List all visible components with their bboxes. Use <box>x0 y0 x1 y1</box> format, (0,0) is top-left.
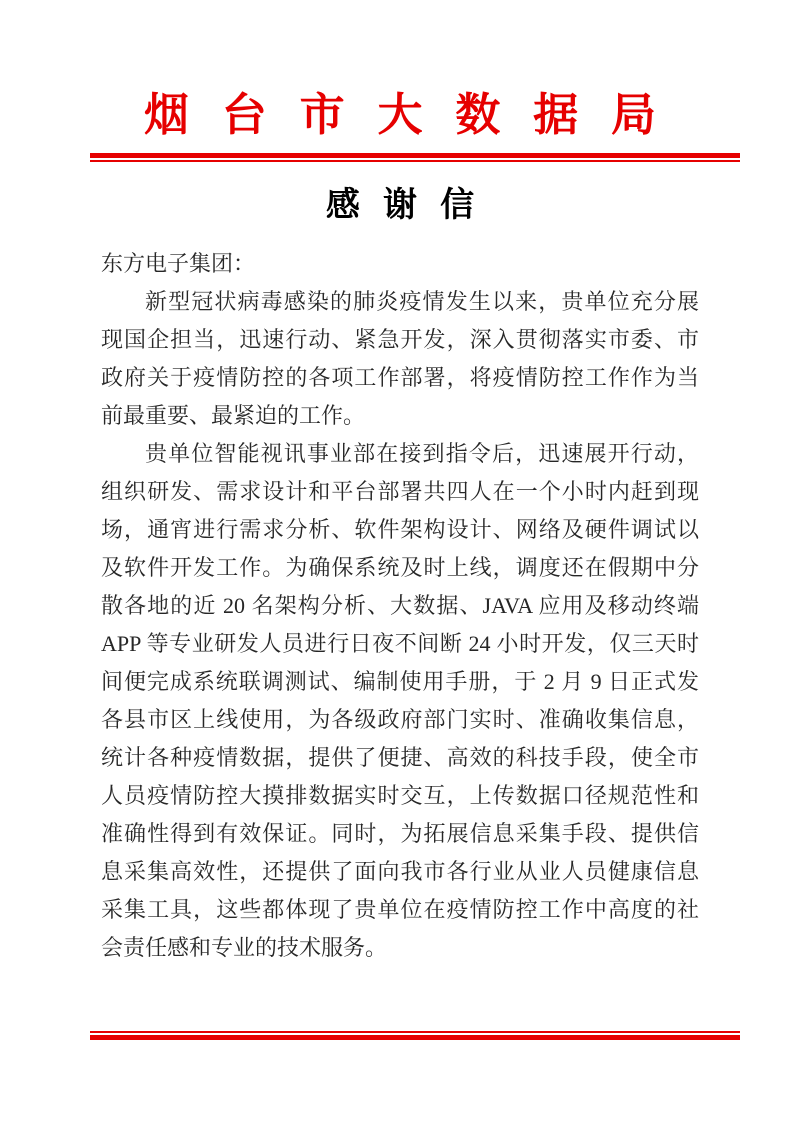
body-line: 组织研发、需求设计和平台部署共四人在一个小时内赶到现 <box>101 479 699 504</box>
letter-body <box>101 245 699 967</box>
salutation: 东方电子集团： <box>101 251 256 276</box>
footer-rule-thick-line <box>90 1035 740 1040</box>
body-line: 散各地的近 20 名架构分析、大数据、JAVA 应用及移动终端 <box>101 593 699 618</box>
footer-rule <box>90 1031 740 1040</box>
body-line: 场，通宵进行需求分析、软件架构设计、网络及硬件调试以 <box>101 517 699 542</box>
body-line: 人员疫情防控大摸排数据实时交互，上传数据口径规范性和 <box>101 783 699 808</box>
header-rule-thick-line <box>90 153 740 158</box>
footer-rule-thin-line <box>90 1031 740 1033</box>
body-line: 政府关于疫情防控的各项工作部署，将疫情防控工作作为当 <box>101 365 699 390</box>
body-line: 新型冠状病毒感染的肺炎疫情发生以来，贵单位充分展 <box>145 289 699 314</box>
body-line: 贵单位智能视讯事业部在接到指令后，迅速展开行动， <box>145 441 699 466</box>
body-line: 统计各种疫情数据，提供了便捷、高效的科技手段，使全市 <box>101 745 699 770</box>
header-rule-thin-line <box>90 160 740 162</box>
body-line: 及软件开发工作。为确保系统及时上线，调度还在假期中分 <box>101 555 699 580</box>
body-line: 各县市区上线使用，为各级政府部门实时、准确收集信息， <box>101 707 699 732</box>
body-line: 现国企担当，迅速行动、紧急开发，深入贯彻落实市委、市 <box>101 327 699 352</box>
letter-title: 感谢信 <box>325 187 498 224</box>
body-line: 息采集高效性，还提供了面向我市各行业从业人员健康信息 <box>101 859 699 884</box>
org-title: 烟台市大数据局 <box>143 90 689 140</box>
header-rule <box>90 153 740 162</box>
body-line: APP 等专业研发人员进行日夜不间断 24 小时开发，仅三天时 <box>101 631 699 656</box>
body-line: 前最重要、最紧迫的工作。 <box>101 403 366 428</box>
body-line: 准确性得到有效保证。同时，为拓展信息采集手段、提供信 <box>101 821 699 846</box>
body-line: 会责任感和专业的技术服务。 <box>101 935 388 960</box>
paragraphs <box>101 283 699 967</box>
body-line: 间便完成系统联调测试、编制使用手册，于 2 月 9 日正式发 <box>101 669 699 694</box>
body-line: 采集工具，这些都体现了贵单位在疫情防控工作中高度的社 <box>101 897 699 922</box>
